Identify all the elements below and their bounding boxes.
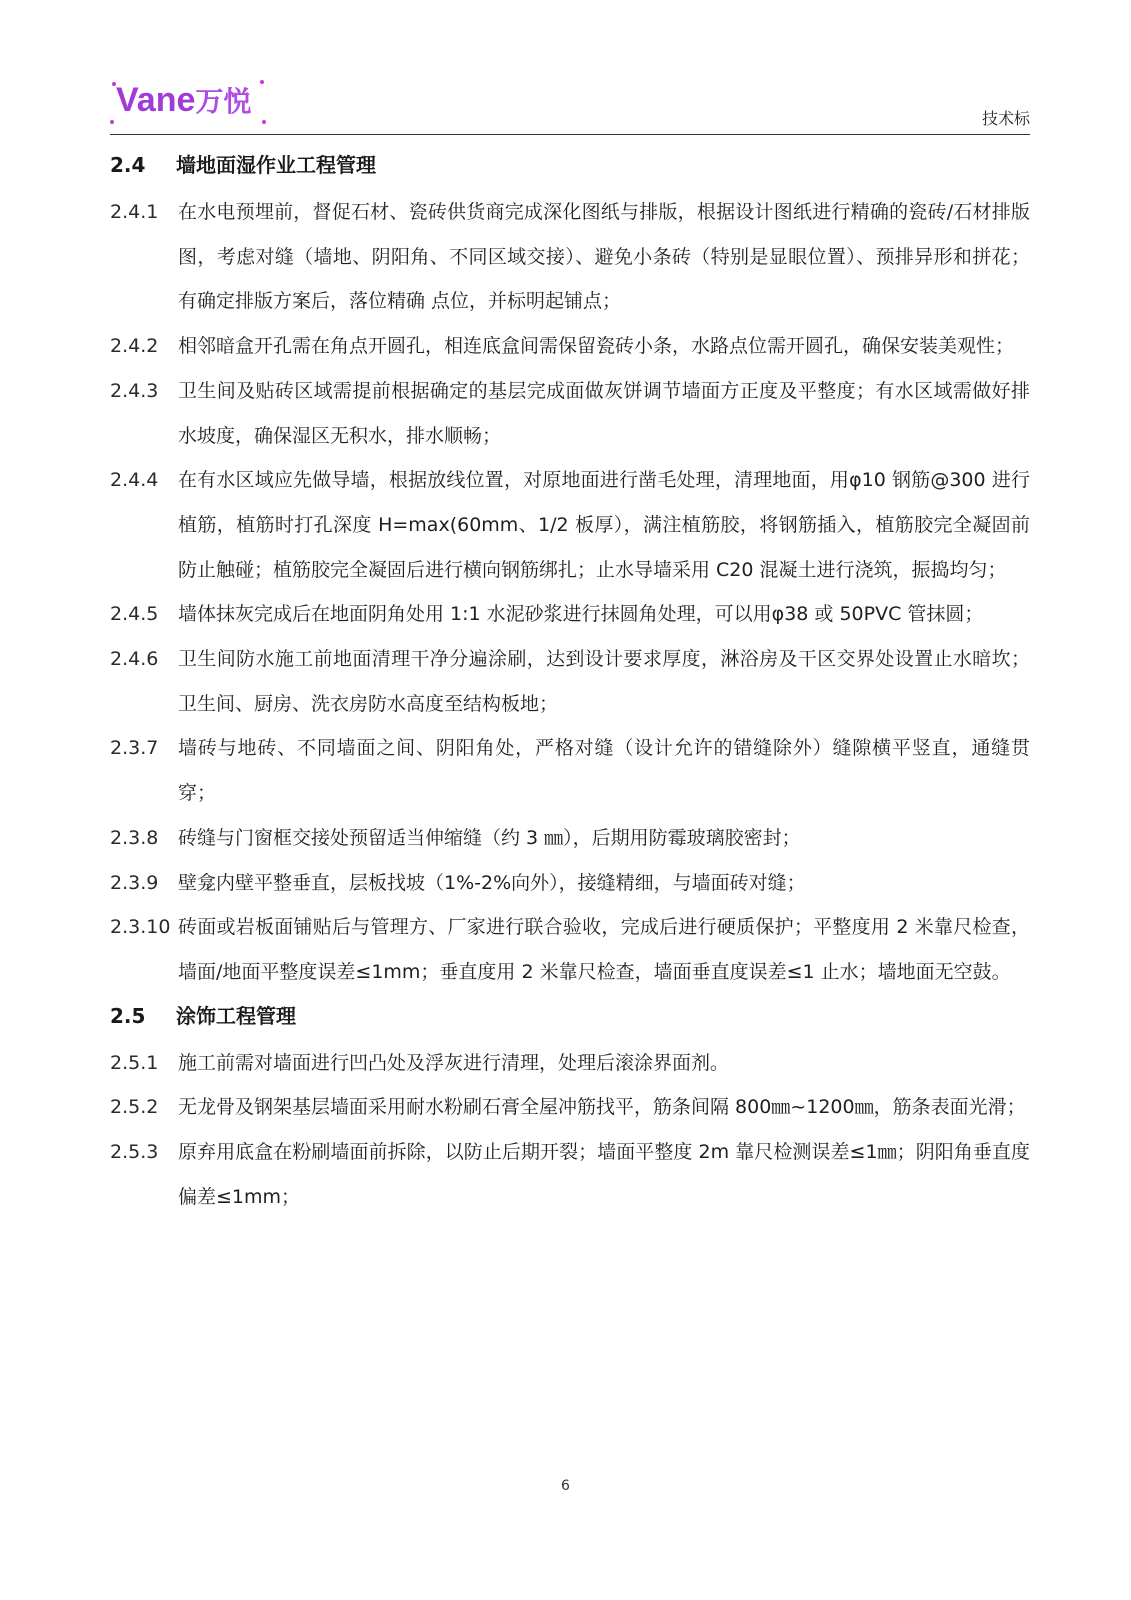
header-rule (110, 134, 1030, 135)
clause-number: 2.3.9 (110, 871, 159, 894)
clause-number: 2.4.5 (110, 603, 159, 626)
section-title: 墙地面湿作业工程管理 (176, 153, 376, 177)
section-title: 涂饰工程管理 (176, 1003, 296, 1028)
clause-item (110, 592, 1030, 637)
clause-number: 2.4.6 (110, 648, 159, 671)
document-body (110, 146, 1030, 1219)
clause-text: 砖缝与门窗框交接处预留适当伸缩缝（约 3 ㎜），后期用防霉玻璃胶密封； (178, 826, 801, 849)
clause-item (110, 190, 1030, 324)
clause-text: 原弃用底盒在粉刷墙面前拆除，以防止后期开裂；墙面平整度 2m 靠尺检测误差≤1㎜；阴阳角垂直度偏差≤1mm； (178, 1141, 1030, 1208)
section-number: 2.5 (110, 1003, 146, 1028)
section-heading (110, 997, 1030, 1041)
clause-text: 在水电预埋前，督促石材、瓷砖供货商完成深化图纸与排版，根据设计图纸进行精确的瓷砖/石材排版图，考虑对缝（墙地、阴阳角、不同区域交接）、避免小条砖（特别是显眼位置）、预排异形和拼花；有确定排版方案后，落位精确 点位，并标明起铺点； (178, 201, 1030, 313)
clause-text: 砖面或岩板面铺贴后与管理方、厂家进行联合验收，完成后进行硬质保护；平整度用 2 米靠尺检查，墙面/地面平整度误差≤1mm；垂直度用 2 米靠尺检查，墙面垂直度误差≤1 止水；墙地面无空鼓。 (178, 916, 1030, 983)
clause-item (110, 1085, 1030, 1130)
page-number: 6 (561, 1478, 570, 1494)
brand-name-cn: 万悦 (195, 86, 252, 117)
page-header (110, 76, 1030, 136)
clause-item (110, 1041, 1030, 1086)
clause-text: 卫生间及贴砖区域需提前根据确定的基层完成面做灰饼调节墙面方正度及平整度；有水区域需做好排水坡度，确保湿区无积水，排水顺畅； (178, 379, 1030, 447)
clause-item (110, 637, 1030, 726)
clause-item (110, 1130, 1030, 1219)
clause-text: 无龙骨及钢架基层墙面采用耐水粉刷石膏全屋冲筋找平，筋条间隔 800㎜~1200㎜，筋条表面光滑； (178, 1096, 1026, 1119)
clause-item (110, 369, 1030, 458)
clause-number: 2.3.10 (110, 916, 171, 939)
clause-number: 2.3.7 (110, 737, 159, 760)
section-heading (110, 146, 1030, 190)
clause-number: 2.4.4 (110, 469, 159, 492)
section-number: 2.4 (110, 153, 146, 177)
clause-text: 施工前需对墙面进行凹凸处及浮灰进行清理，处理后滚涂界面剂。 (178, 1051, 730, 1074)
clause-text: 墙体抹灰完成后在地面阴角处用 1:1 水泥砂浆进行抹圆角处理，可以用φ38 或 50PVC 管抹圆； (178, 603, 984, 626)
brand-name-en: Vane (116, 81, 196, 119)
clause-number: 2.5.1 (110, 1051, 159, 1074)
clause-text: 相邻暗盒开孔需在角点开圆孔，相连底盒间需保留瓷砖小条，水路点位需开圆孔，确保安装美观性； (178, 335, 1015, 358)
clause-number: 2.4.2 (110, 335, 159, 358)
clause-number: 2.5.2 (110, 1096, 159, 1119)
vane-logo (110, 76, 290, 132)
clause-number: 2.4.3 (110, 379, 159, 402)
clause-number: 2.3.8 (110, 826, 159, 849)
clause-item (110, 816, 1030, 861)
clause-number: 2.4.1 (110, 201, 159, 223)
clause-text: 在有水区域应先做导墙，根据放线位置，对原地面进行凿毛处理，清理地面，用φ10 钢筋@300 进行植筋，植筋时打孔深度 H=max(60mm、1/2 板厚），满注植筋胶，将钢筋插入，植筋胶完全凝固前防止触碰；植筋胶完全凝固后进行横向钢筋绑扎；止水导墙采用 C20 混凝土进行浇筑，振捣均匀； (178, 469, 1030, 581)
clause-item (110, 905, 1030, 994)
clause-item (110, 861, 1030, 906)
clause-text: 墙砖与地砖、不同墙面之间、阴阳角处，严格对缝（设计允许的错缝除外）缝隙横平竖直，通缝贯穿； (178, 737, 1030, 805)
clause-item (110, 458, 1030, 592)
clause-item (110, 726, 1030, 815)
clause-text: 壁龛内壁平整垂直，层板找坡（1%-2%向外），接缝精细，与墙面砖对缝； (178, 871, 806, 894)
clause-number: 2.5.3 (110, 1141, 159, 1164)
clause-text: 卫生间防水施工前地面清理干净分遍涂刷，达到设计要求厚度，淋浴房及干区交界处设置止水暗坎；卫生间、厨房、洗衣房防水高度至结构板地； (178, 648, 1030, 715)
document-type-label: 技术标 (981, 109, 1030, 128)
clause-item (110, 324, 1030, 369)
